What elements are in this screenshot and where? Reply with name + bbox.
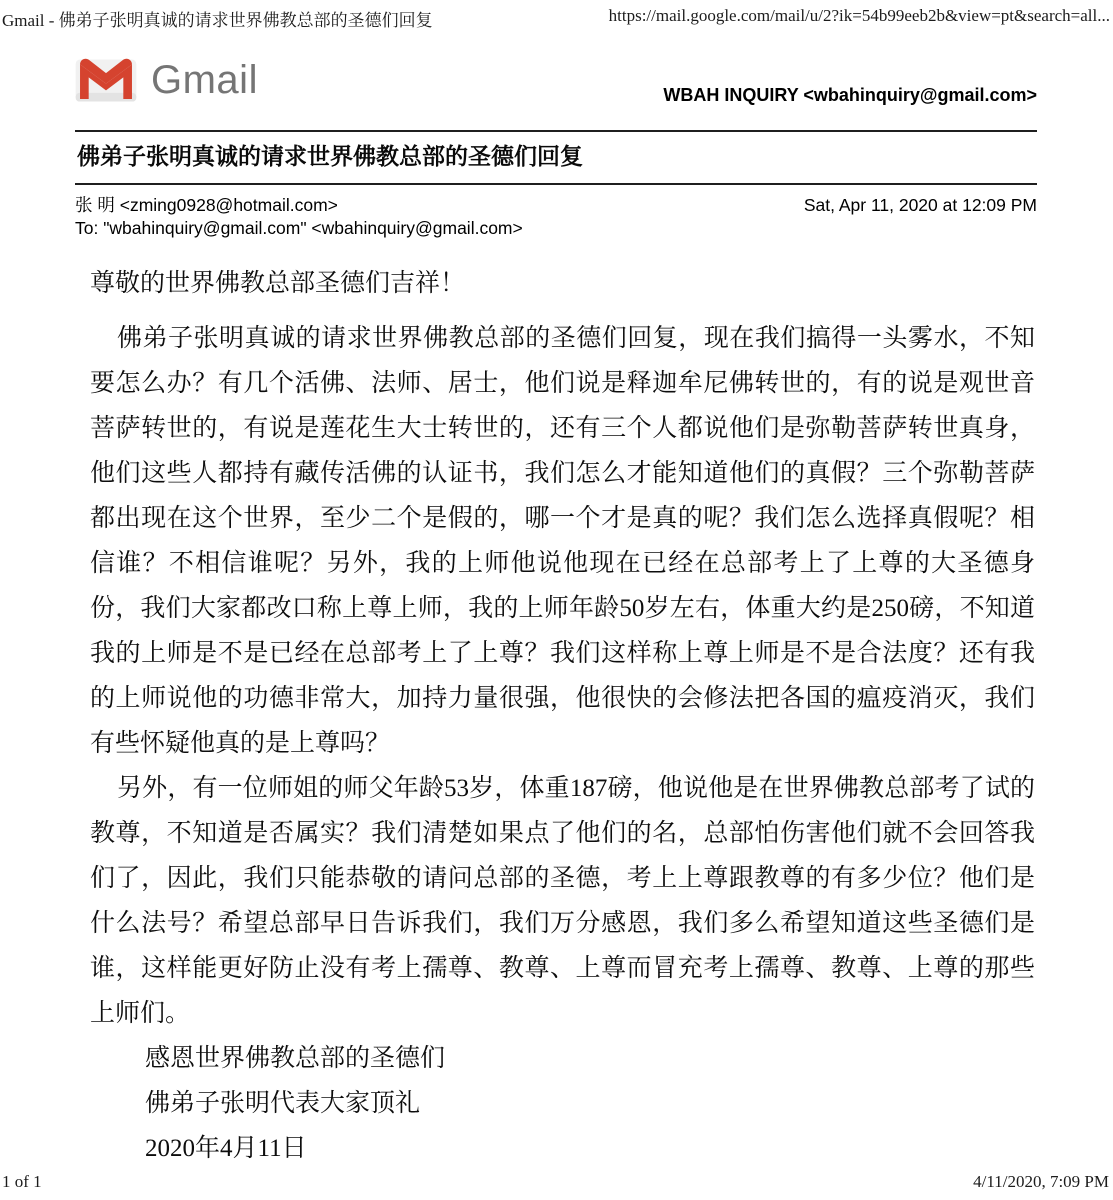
print-header-title: Gmail - 佛弟子张明真诚的请求世界佛教总部的圣德们回复 (2, 11, 433, 30)
closing-thanks: 感恩世界佛教总部的圣德们 (145, 1045, 446, 1072)
email-meta-left (75, 194, 523, 240)
closing-signature: 佛弟子张明代表大家顶礼 (145, 1090, 421, 1117)
gmail-logo (75, 57, 258, 104)
print-datetime: 4/11/2020, 7:09 PM (973, 1172, 1109, 1191)
body-paragraph: 另外，有一位师姐的师父年龄53岁，体重187磅，他说他是在世界佛教总部考了试的教尊，不知道是否属实？我们清楚如果点了他们的名，总部怕伤害他们就不会回答我们了，因此，我们只能恭敬的请问总部的圣德，考上上尊跟教尊的有多少位？他们是什么法号？希望总部早日告诉我们，我们万分感恩，我们多么希望知道这些圣德们是谁，这样能更好防止没有考上孺尊、教尊、上尊而冒充考上孺尊、教尊、上尊的那些上师们。 (90, 775, 1035, 1027)
email-from: 张 明 <zming0928@hotmail.com> (75, 195, 338, 215)
gmail-envelope-icon (75, 57, 137, 104)
browser-print-header (2, 6, 1110, 31)
email-body (90, 261, 1035, 1171)
email-content-area (75, 48, 1037, 1171)
divider-subject (75, 183, 1037, 185)
brand-row (75, 52, 1037, 108)
page-number: 1 of 1 (2, 1172, 42, 1191)
email-meta (75, 194, 1037, 240)
print-header-url: https://mail.google.com/mail/u/2?ik=54b99eeb2b&view=pt&search=all... (608, 6, 1110, 25)
email-to: To: "wbahinquiry@gmail.com" <wbahinquiry@gmail.com> (75, 218, 523, 238)
body-paragraph: 佛弟子张明真诚的请求世界佛教总部的圣德们回复，现在我们搞得一头雾水，不知要怎么办？有几个活佛、法师、居士，他们说是释迦牟尼佛转世的，有的说是观世音菩萨转世的，有说是莲花生大士转世的，还有三个人都说他们是弥勒菩萨转世真身，他们这些人都持有藏传活佛的认证书，我们怎么才能知道他们的真假？三个弥勒菩萨都出现在这个世界，至少二个是假的，哪一个才是真的呢？我们怎么选择真假呢？相信谁？不相信谁呢？另外，我的上师他说他现在已经在总部考上了上尊的大圣德身份，我们大家都改口称上尊上师，我的上师年龄50岁左右，体重大约是250磅，不知道我的上师是不是已经在总部考上了上尊？我们这样称上尊上师是不是合法度？还有我的上师说他的功德非常大，加持力量很强，他很快的会修法把各国的瘟疫消灭，我们有些怀疑他真的是上尊吗？ (90, 325, 1035, 757)
browser-print-footer (2, 1172, 1109, 1192)
gmail-logo-text: Gmail (151, 57, 258, 102)
divider-top (75, 130, 1037, 132)
email-date: Sat, Apr 11, 2020 at 12:09 PM (803, 195, 1037, 215)
body-greeting: 尊敬的世界佛教总部圣德们吉祥！ (90, 270, 466, 297)
closing-date: 2020年4月11日 (145, 1135, 307, 1162)
email-subject: 佛弟子张明真诚的请求世界佛教总部的圣德们回复 (77, 144, 583, 169)
account-identity: WBAH INQUIRY <wbahinquiry@gmail.com> (663, 85, 1037, 105)
